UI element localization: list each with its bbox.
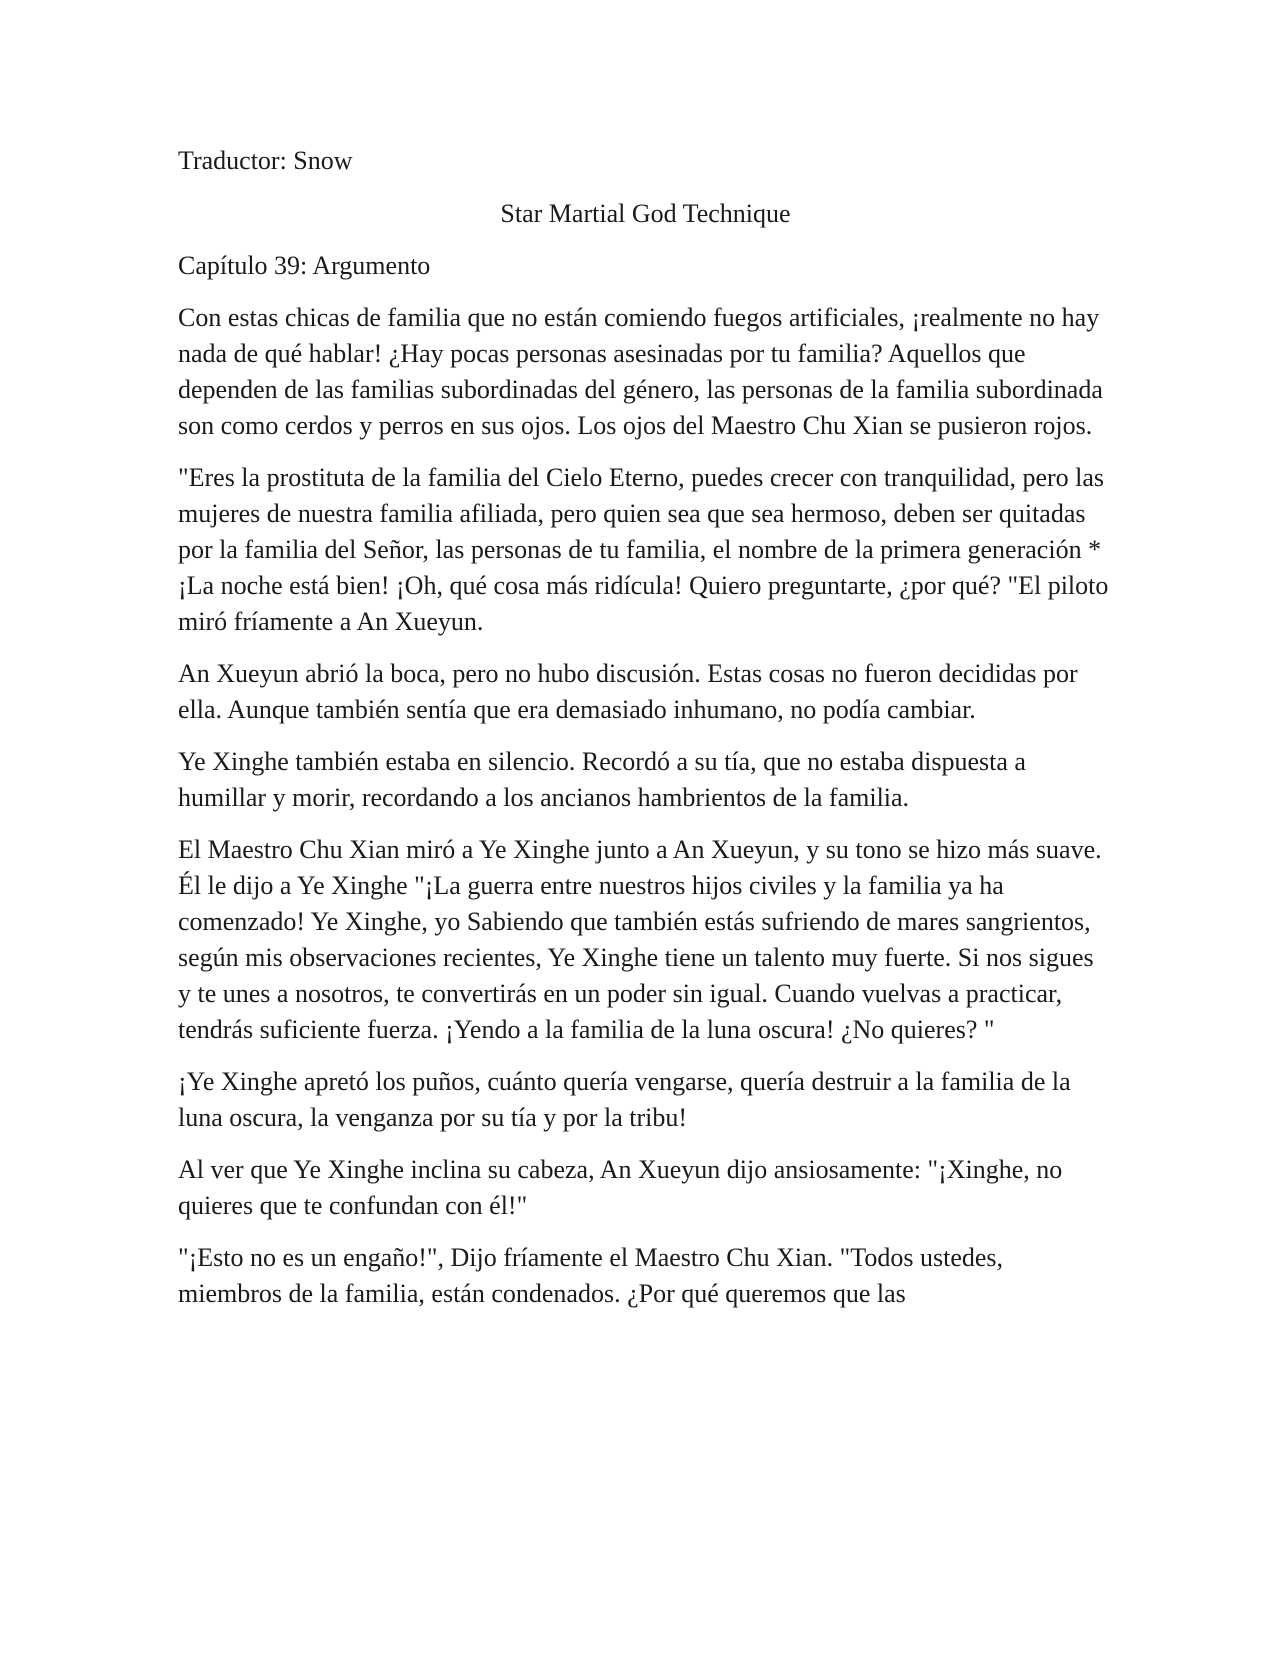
translator-credit: Traductor: Snow [178,146,353,175]
paragraph: Con estas chicas de familia que no están comiendo fuegos artificiales, ¡realmente no hay nada de qué hablar! ¿Hay pocas personas asesinadas por tu familia? Aquellos que dependen de las familias subordinadas del género, las personas de la familia subordinada son como cerdos y perros en sus ojos. Los ojos del Maestro Chu Xian se pusieron rojos. [178,303,1103,440]
paragraph: "Eres la prostituta de la familia del Cielo Eterno, puedes crecer con tranquilidad, pero las mujeres de nuestra familia afiliada, pero quien sea que sea hermoso, deben ser quitadas por la familia del Señor, las personas de tu familia, el nombre de la primera generación * ¡La noche está bien! ¡Oh, qué cosa más ridícula! Quiero preguntarte, ¿por qué? "El piloto miró fríamente a An Xueyun. [178,463,1109,636]
chapter-heading: Capítulo 39: Argumento [178,251,431,280]
paragraph: Ye Xinghe también estaba en silencio. Recordó a su tía, que no estaba dispuesta a humillar y morir, recordando a los ancianos hambrientos de la familia. [178,747,1026,812]
paragraph: "¡Esto no es un engaño!", Dijo fríamente el Maestro Chu Xian. "Todos ustedes, miembros de la familia, están condenados. ¿Por qué queremos que las [178,1243,1004,1308]
paragraph: An Xueyun abrió la boca, pero no hubo discusión. Estas cosas no fueron decididas por ella. Aunque también sentía que era demasiado inhumano, no podía cambiar. [178,659,1078,724]
document-page [178,143,1113,1328]
paragraph: El Maestro Chu Xian miró a Ye Xinghe junto a An Xueyun, y su tono se hizo más suave. Él le dijo a Ye Xinghe "¡La guerra entre nuestros hijos civiles y la familia ya ha comenzado! Ye Xinghe, yo Sabiendo que también estás sufriendo de mares sangrientos, según mis observaciones recientes, Ye Xinghe tiene un talento muy fuerte. Si nos sigues y te unes a nosotros, te convertirás en un poder sin igual. Cuando vuelvas a practicar, tendrás suficiente fuerza. ¡Yendo a la familia de la luna oscura! ¿No quieres? " [178,835,1102,1044]
paragraph: ¡Ye Xinghe apretó los puños, cuánto quería vengarse, quería destruir a la familia de la luna oscura, la venganza por su tía y por la tribu! [178,1067,1071,1132]
book-title: Star Martial God Technique [500,199,791,228]
paragraph: Al ver que Ye Xinghe inclina su cabeza, An Xueyun dijo ansiosamente: "¡Xinghe, no quieres que te confundan con él!" [178,1155,1063,1220]
